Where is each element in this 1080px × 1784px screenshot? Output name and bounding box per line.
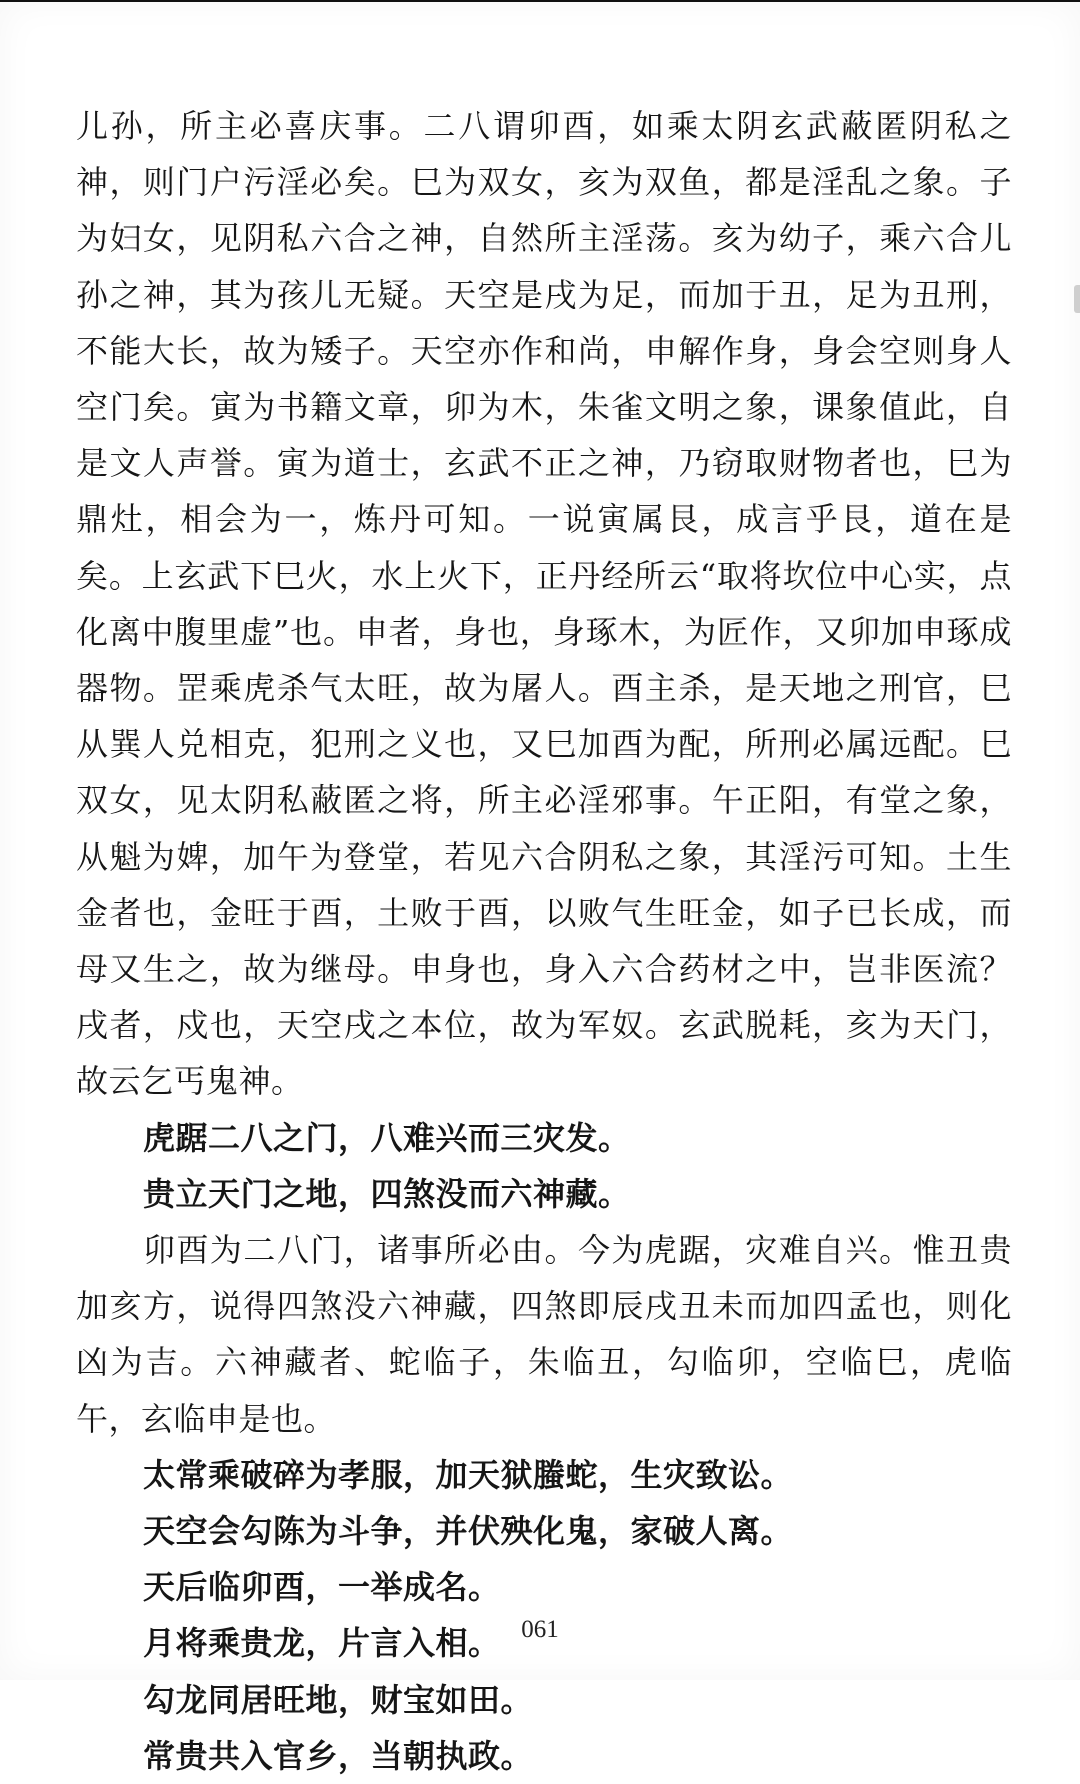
verse-line-4: 天空会勾陈为斗争，并伏殃化鬼，家破人离。 <box>143 1512 794 1551</box>
verse-line-8: 常贵共入官乡，当朝执政。 <box>143 1736 534 1775</box>
verse-line-5: 天后临卯酉，一举成名。 <box>143 1568 501 1607</box>
top-border-line <box>0 0 1080 2</box>
verse-line-2: 贵立天门之地，四煞没而六神藏。 <box>143 1174 631 1213</box>
paragraph-1: 儿孙，所主必喜庆事。二八谓卯酉，如乘太阴玄武蔽匿阴私之神，则门户污淫必矣。巳为双女，亥为双鱼，都是淫乱之象。子为妇女，见阴私六合之神，自然所主淫荡。亥为幼子，乘六合儿孙之神，其为孩儿无疑。天空是戌为足，而加于丑，足为丑刑，不能大长，故为矮子。天空亦作和尚，申解作身，身会空则身人空门矣。寅为书籍文章，卯为木，朱雀文明之象，课象值此，自是文人声誉。寅为道士，玄武不正之神，乃窃取财物者也，巳为鼎灶，相会为一，炼丹可知。一说寅属艮，成言乎艮，道在是矣。上玄武下巳火，水上火下，正丹经所云“取将坎位中心实，点化离中腹里虚”也。申者，身也，身琢木，为匠作，又卯加申琢成器物。罡乘虎杀气太旺，故为屠人。酉主杀，是天地之刑官，巳从巽人兑相克，犯刑之义也，又巳加酉为配，所刑必属远配。巳双女，见太阴私蔽匿之将，所主必淫邪事。午正阳，有堂之象，从魁为婢，加午为登堂，若见六合阴私之象，其淫污可知。土生金者也，金旺于酉，土败于酉，以败气生旺金，如子已长成，而母又生之，故为继母。申身也，身入六合药材之中，岂非医流？戌者，戍也，天空戌之本位，故为军奴。玄武脱耗，亥为天门，故云乞丐鬼神。 <box>76 107 1012 1101</box>
commentary-paragraph: 卯酉为二八门，诸事所必由。今为虎踞，灾难自兴。惟丑贵加亥方，说得四煞没六神藏，四煞即辰戌丑未而加四孟也，则化凶为吉。六神藏者、蛇临子，朱临丑，勾临卯，空临巳，虎临午，玄临申是也。 <box>76 1231 1012 1438</box>
verse-line-3: 太常乘破碎为孝服，加天狱螣蛇，生灾致讼。 <box>143 1455 794 1494</box>
verse-line-7: 勾龙同居旺地，财宝如田。 <box>143 1680 534 1719</box>
verse-line-6: 月将乘贵龙，片言入相。 <box>143 1624 501 1663</box>
page-number: 061 <box>521 1616 559 1643</box>
verse-line-1: 虎踞二八之门，八难兴而三灾发。 <box>143 1118 631 1157</box>
body-text <box>76 98 1012 1784</box>
scroll-indicator[interactable] <box>1074 285 1080 313</box>
